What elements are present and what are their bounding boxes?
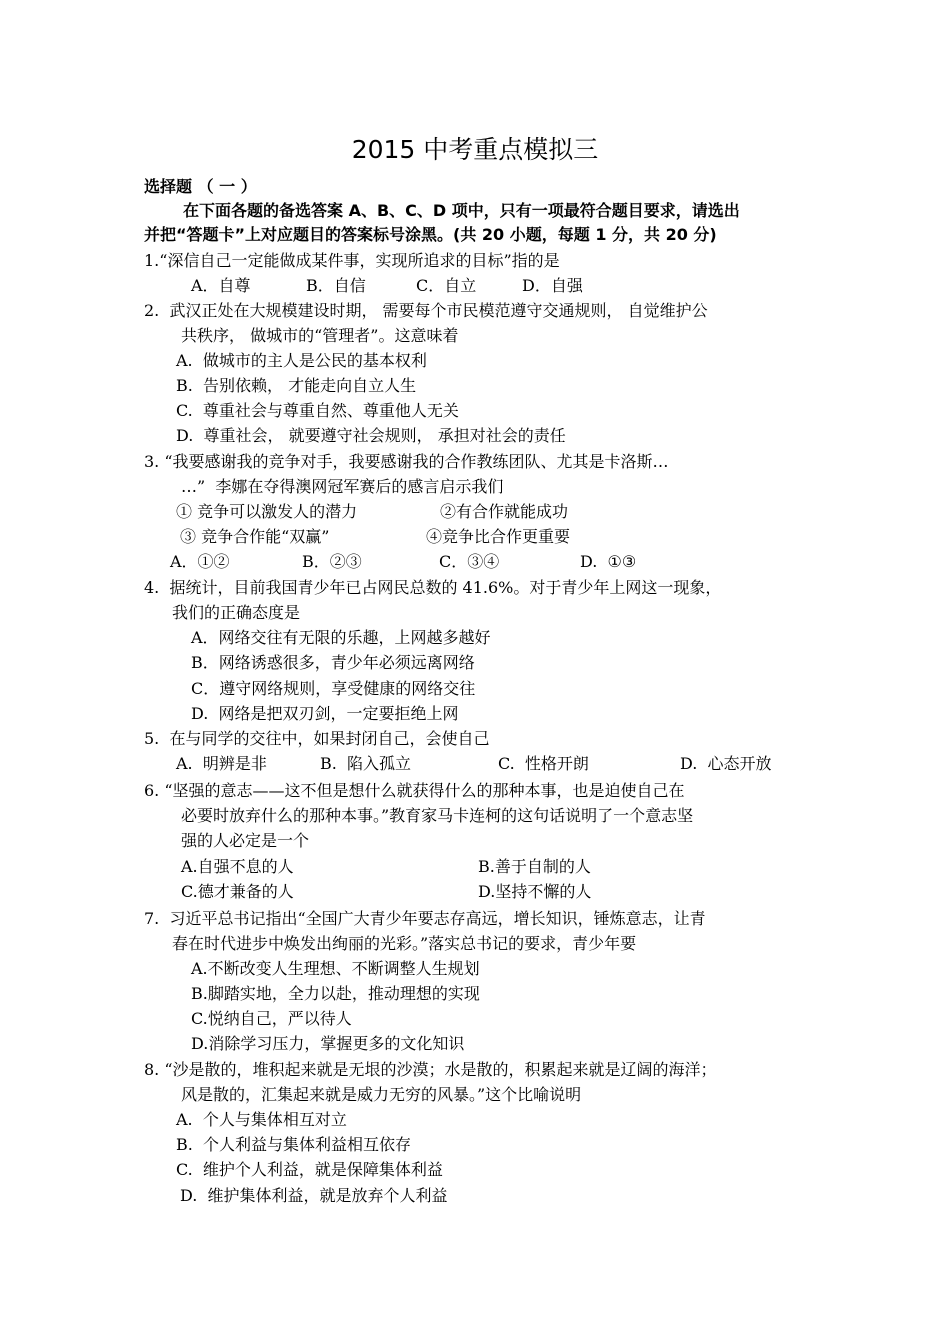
question-8-option-c: C. 维护个人利益，就是保障集体利益 [176, 1160, 443, 1179]
question-3-statement-1: ① 竞争可以激发人的潜力 [176, 502, 358, 521]
question-6-stem: 6. “坚强的意志——这不但是想什么就获得什么的那种本事，也是迫使自己在 [144, 781, 685, 800]
question-4-stem: 4. 据统计，目前我国青少年已占网民总数的 41.6%。对于青少年上网这一现象， [144, 578, 722, 597]
question-3-option-b: B．②③ [302, 552, 362, 571]
question-8-option-a: A. 个人与集体相互对立 [176, 1110, 347, 1129]
question-7-option-d: D.消除学习压力，掌握更多的文化知识 [191, 1034, 465, 1053]
question-4-option-d: D. 网络是把双刃剑，一定要拒绝上网 [191, 704, 459, 723]
question-3-option-a: A．①② [170, 552, 230, 571]
question-6-stem: 必要时放弃什么的那种本事。”教育家马卡连柯的这句话说明了一个意志坚 [181, 806, 694, 825]
question-7-option-b: B.脚踏实地，全力以赴，推动理想的实现 [191, 984, 480, 1003]
question-3-option-d: D. ①③ [580, 552, 637, 571]
question-8-option-b: B. 个人利益与集体利益相互依存 [176, 1135, 412, 1154]
page-title: 2015 中考重点模拟三 [351, 135, 599, 164]
question-4-option-a: A．网络交往有无限的乐趣，上网越多越好 [191, 628, 491, 647]
question-8-stem: 8. “沙是散的，堆积起来就是无垠的沙漠；水是散的，积累起来就是辽阔的海洋； [144, 1060, 717, 1079]
question-6-stem: 强的人必定是一个 [181, 831, 310, 850]
question-3-statement-3: ③ 竞争合作能“双赢” [180, 527, 330, 546]
question-1-option-d: D．自强 [522, 276, 583, 295]
question-3-statement-2: ②有合作就能成功 [440, 502, 569, 521]
question-5-option-d: D. 心态开放 [680, 754, 772, 773]
question-7-option-c: C.悦纳自己，严以待人 [191, 1009, 352, 1028]
question-4-option-c: C．遵守网络规则，享受健康的网络交往 [191, 679, 476, 698]
instructions-line: 并把“答题卡”上对应题目的答案标号涂黑。(共 20 小题，每题 1 分，共 20 分) [144, 225, 717, 244]
question-5-option-c: C. 性格开朗 [498, 754, 589, 773]
question-6-option-d: D.坚持不懈的人 [478, 882, 592, 901]
question-5-option-b: B. 陷入孤立 [320, 754, 412, 773]
question-7-stem: 春在时代进步中焕发出绚丽的光彩。”落实总书记的要求，青少年要 [172, 934, 637, 953]
question-3-option-c: C．③④ [439, 552, 500, 571]
question-2-option-d: D. 尊重社会， 就要遵守社会规则， 承担对社会的责任 [176, 426, 566, 445]
question-1-option-b: B．自信 [306, 276, 366, 295]
question-2-option-b: B. 告别依赖， 才能走向自立人生 [176, 376, 417, 395]
question-1-option-a: A．自尊 [191, 276, 251, 295]
question-2-stem: 2. 武汉正处在大规模建设时期， 需要每个市民模范遵守交通规则， 自觉维护公 [144, 301, 708, 320]
question-2-option-c: C. 尊重社会与尊重自然、尊重他人无关 [176, 401, 459, 420]
question-6-option-b: B.善于自制的人 [478, 857, 591, 876]
question-5-stem: 5. 在与同学的交往中，如果封闭自己，会使自己 [144, 729, 490, 748]
question-7-stem: 7. 习近平总书记指出“全国广大青少年要志存高远，增长知识，锤炼意志，让青 [144, 909, 706, 928]
question-7-option-a: A.不断改变人生理想、不断调整人生规划 [191, 959, 480, 978]
question-2-option-a: A. 做城市的主人是公民的基本权利 [176, 351, 427, 370]
question-8-option-d: D. 维护集体利益，就是放弃个人利益 [180, 1186, 448, 1205]
instructions-line: 在下面各题的备选答案 A、B、C、D 项中，只有一项最符合题目要求，请选出 [183, 201, 740, 220]
section-heading: 选择题 （ 一 ） [144, 177, 257, 196]
question-3-stem: …” 李娜在夺得澳网冠军赛后的感言启示我们 [181, 477, 504, 496]
question-1-stem: 1.“深信自己一定能做成某件事，实现所追求的目标”指的是 [144, 251, 560, 270]
question-4-stem: 我们的正确态度是 [172, 603, 301, 622]
question-3-stem: 3. “我要感谢我的竞争对手，我要感谢我的合作教练团队、尤其是卡洛斯… [144, 452, 669, 471]
question-2-stem: 共秩序， 做城市的“管理者”。这意味着 [181, 326, 459, 345]
question-3-statement-4: ④竞争比合作更重要 [426, 527, 571, 546]
question-6-option-a: A.自强不息的人 [181, 857, 294, 876]
question-8-stem: 风是散的，汇集起来就是威力无穷的风暴。”这个比喻说明 [181, 1085, 582, 1104]
question-1-option-c: C．自立 [416, 276, 477, 295]
question-6-option-c: C.德才兼备的人 [181, 882, 294, 901]
question-5-option-a: A. 明辨是非 [176, 754, 267, 773]
question-4-option-b: B．网络诱惑很多，青少年必须远离网络 [191, 653, 475, 672]
